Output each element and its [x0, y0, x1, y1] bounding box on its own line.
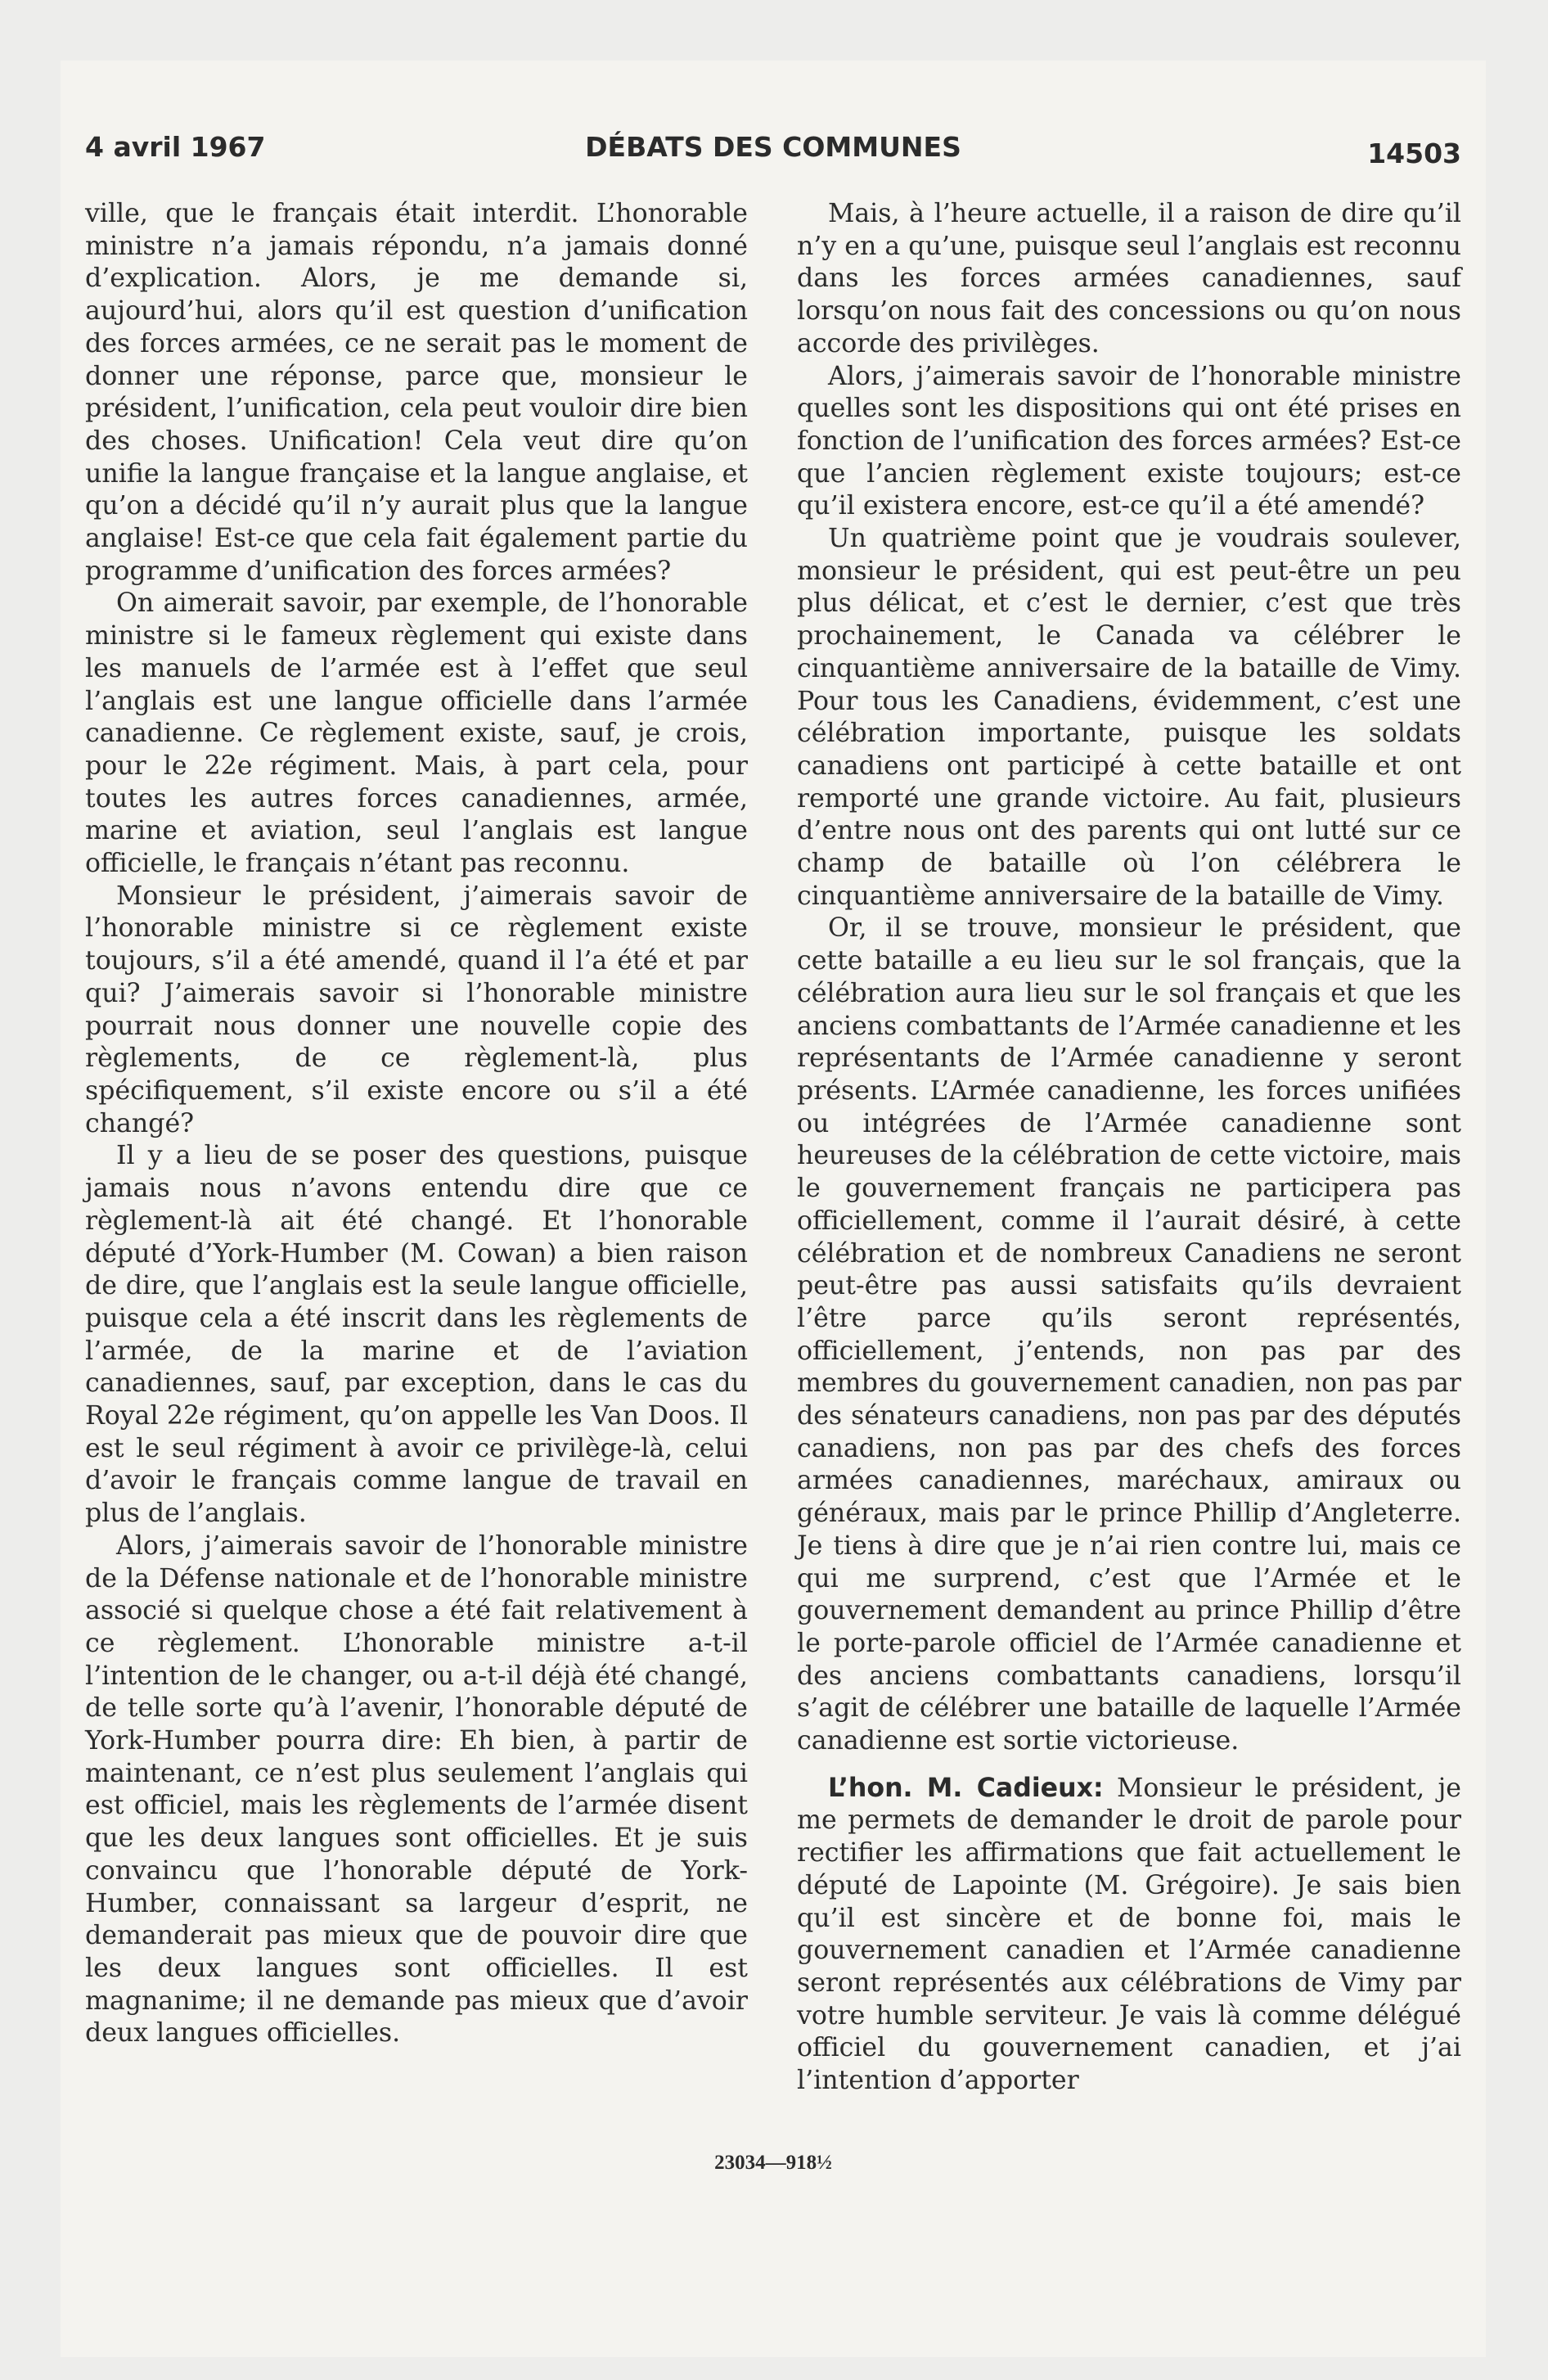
page	[61, 61, 1486, 2357]
paragraph: Alors, j’aimerais savoir de l’honorable ministre quelles sont les dispositions qui ont été prises en fonction de l’unification des forces armées? Est-ce que l’ancien règlement existe toujours; est-ce qu’il existera encore, est-ce qu’il a été amendé?	[797, 361, 1461, 521]
footer-code: 23034—918½	[714, 2152, 832, 2174]
paragraph: Un quatrième point que je voudrais soulever, monsieur le président, qui est peut-être un peu plus délicat, et c’est le dernier, c’est que très prochainement, le Canada va célébrer le cinquantième anniversaire de la bataille de Vimy. Pour tous les Canadiens, évidemment, c’est une célébration importante, puisque les soldats canadiens ont participé à cette bataille et ont remporté une grande victoire. Au fait, plusieurs d’entre nous ont des parents qui ont lutté sur ce champ de bataille où l’on célébrera le cinquantième anniversaire de la bataille de Vimy.	[797, 524, 1461, 911]
left-column	[85, 198, 748, 2050]
speaker-name: L’hon. M. Cadieux:	[828, 1773, 1104, 1803]
paragraph: Or, il se trouve, monsieur le président, que cette bataille a eu lieu sur le sol français, que la célébration aura lieu sur le sol français et que les anciens combattants de l’Armée canadienne et les représentants de l’Armée canadienne y seront présents. L’Armée canadienne, les forces unifiées ou intégrées de l’Armée canadienne sont heureuses de la célébration de cette victoire, mais le gouvernement français ne participera pas officiellement, comme il l’aurait désiré, à cette célébration et de nombreux Canadiens ne seront peut-être pas aussi satisfaits qu’ils devraient l’être parce qu’ils seront représentés, officiellement, j’entends, non pas par des membres du gouvernement canadien, non pas par des sénateurs canadiens, non pas par des députés canadiens, non pas par des chefs des forces armées canadiennes, maréchaux, amiraux ou généraux, mais par le prince Phillip d’Angleterre. Je tiens à dire que je n’ai rien contre lui, mais ce qui me surprend, c’est que l’Armée et le gouvernement demandent au prince Phillip d’être le porte-parole officiel de l’Armée canadienne et des anciens combattants canadiens, lorsqu’il s’agit de célébrer une bataille de laquelle l’Armée canadienne est sortie victorieuse.	[797, 913, 1461, 1756]
paragraph: On aimerait savoir, par exemple, de l’honorable ministre si le fameux règlement qui existe dans les manuels de l’armée est à l’effet que seul l’anglais est une langue officielle dans l’armée canadienne. Ce règlement existe, sauf, je crois, pour le 22e régiment. Mais, à part cela, pour toutes les autres forces canadiennes, armée, marine et aviation, seul l’anglais est langue officielle, le français n’étant pas reconnu.	[85, 588, 748, 879]
speech-paragraph	[797, 1773, 1461, 2098]
right-column	[797, 198, 1461, 2098]
paragraph: Il y a lieu de se poser des questions, puisque jamais nous n’avons entendu dire que ce règlement-là ait été changé. Et l’honorable député d’York-Humber (M. Cowan) a bien raison de dire, que l’anglais est la seule langue officielle, puisque cela a été inscrit dans les règlements de l’armée, de la marine et de l’aviation canadiennes, sauf, par exception, dans le cas du Royal 22e régiment, qu’on appelle les Van Doos. Il est le seul régiment à avoir ce privilège-là, celui d’avoir le français comme langue de travail en plus de l’anglais.	[85, 1141, 748, 1529]
header-page-number: 14503	[1367, 137, 1461, 169]
paragraph: ville, que le français était interdit. L’honorable ministre n’a jamais répondu, n’a jamais donné d’explication. Alors, je me demande si, aujourd’hui, alors qu’il est question d’unification des forces armées, ce ne serait pas le moment de donner une réponse, parce que, monsieur le président, l’unification, cela peut vouloir dire bien des choses. Unification! Cela veut dire qu’on unifie la langue française et la langue anglaise, et qu’on a décidé qu’il n’y aurait plus que la langue anglaise! Est-ce que cela fait également partie du programme d’unification des forces armées?	[85, 199, 748, 586]
paragraph: Monsieur le président, j’aimerais savoir de l’honorable ministre si ce règlement existe toujours, s’il a été amendé, quand il l’a été et par qui? J’aimerais savoir si l’honorable ministre pourrait nous donner une nouvelle copie des règlements, de ce règlement-là, plus spécifiquement, s’il existe encore ou s’il a été changé?	[85, 881, 748, 1138]
paragraph: Mais, à l’heure actuelle, il a raison de dire qu’il n’y en a qu’une, puisque seul l’anglais est reconnu dans les forces armées canadiennes, sauf lorsqu’on nous fait des concessions ou qu’on nous accorde des privilèges.	[797, 199, 1462, 358]
running-header	[85, 131, 1461, 180]
speech-text: Monsieur le président, je me permets de demander le droit de parole pour rectifier les affirmations que fait actuellement le député de Lapointe (M. Grégoire). Je sais bien qu’il est sincère et de bonne foi, mais le gouvernement canadien et l’Armée canadienne seront représentés aux célébrations de Vimy par votre humble serviteur. Je vais là comme délégué officiel du gouvernement canadien, et j’ai l’intention d’apporter	[797, 1773, 1462, 2096]
header-date: 4 avril 1967	[85, 131, 266, 163]
paragraph: Alors, j’aimerais savoir de l’honorable ministre de la Défense nationale et de l’honorable ministre associé si quelque chose a été fait relativement à ce règlement. L’honorable ministre a-t-il l’intention de le changer, ou a-t-il déjà été changé, de telle sorte qu’à l’avenir, l’honorable député de York-Humber pourra dire: Eh bien, à partir de maintenant, ce n’est plus seulement l’anglais qui est officiel, mais les règlements de l’armée disent que les deux langues sont officielles. Et je suis convaincu que l’honorable député de York-Humber, connaissant sa largeur d’esprit, ne demanderait pas mieux que de pouvoir dire que les deux langues sont officielles. Il est magnanime; il ne demande pas mieux que d’avoir deux langues officielles.	[85, 1530, 748, 2049]
header-title: DÉBATS DES COMMUNES	[585, 131, 961, 163]
